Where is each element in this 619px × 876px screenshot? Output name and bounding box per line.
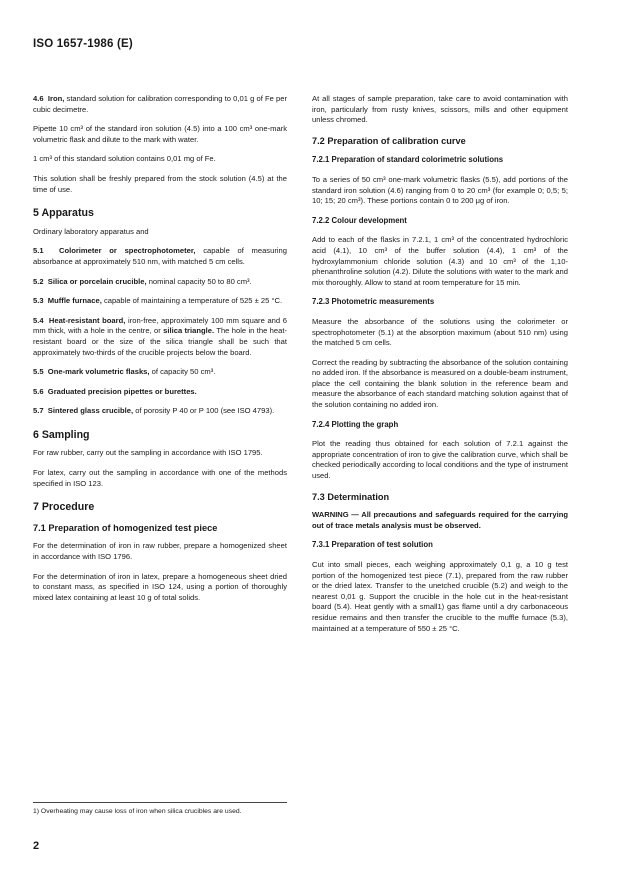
clause-5-1: 5.1 Colorimeter or spectrophotometer, capable of measuring absorbance at approximately 510 nm, with matched 5 cm cells. (33, 246, 287, 266)
clause-5-6: 5.6 Graduated precision pipettes or burettes. (33, 386, 197, 396)
paragraph: For the determination of iron in latex, prepare a homogeneous sheet dried to constant mass, as specified in ISO 124, using a portion of thoroughly mixed latex containing at least 10 g of total solids. (33, 571, 287, 602)
clause-5-2: 5.2 Silica or porcelain crucible, nominal capacity 50 to 80 cm³. (33, 276, 252, 286)
subsection-heading-7-2: 7.2 Preparation of calibration curve (312, 135, 466, 146)
clause-5-3: 5.3 Muffle furnace, capable of maintaining a temperature of 525 ± 25 °C. (33, 296, 283, 306)
section-heading-7: 7 Procedure (33, 501, 95, 514)
warning-note: WARNING — All precautions and safeguards required for the carrying out of trace metals analysis must be observed. (312, 510, 568, 530)
subsection-heading-7-1: 7.1 Preparation of homogenized test piece (33, 522, 218, 533)
paragraph: Add to each of the flasks in 7.2.1, 1 cm³ of the concentrated hydrochloric acid (4.1), 10 cm³ of the buffer solution (4.4), 1 cm³ of the hydroxylammonium chloride solution (4.3) and 10 cm³ of the 1,10-phenanthroline solution (4.2). Dilute the solutions with water to the mark and mix thoroughly. Allow to stand at room temperature for 15 min. (312, 235, 568, 287)
paragraph: Measure the absorbance of the solutions using the colorimeter or spectrophotometer (5.1) at the absorption maximum (about 510 nm) using the matched 5 cm cells. (312, 316, 568, 348)
clause-5-5: 5.5 One-mark volumetric flasks, of capacity 50 cm³. (33, 367, 216, 377)
clause-5-4: 5.4 Heat-resistant board, iron-free, approximately 100 mm square and 6 mm thick, with a hole in the centre, or silica triangle. The hole in the heat-resistant board or the size of the silica triangle shall be such that approximately two-thirds of the crucible projects below the board. (33, 315, 287, 357)
paragraph: Cut into small pieces, each weighing approximately 0,1 g, a 10 g test portion of the homogenized test piece (7.1), prepared from the raw rubber or the dried latex. Transfer to the unetched crucible (5.2) and weigh to the nearest 0,01 g. Support the crucible in the hole cut in the heat-resistant board (5.4). Heat gently with a small1) gas flame until a dry carbonaceous residue remains and then transfer the crucible to the muffle furnace (5.3), maintained at a temperature of 550 ± 25 °C. (312, 560, 568, 633)
paragraph: This solution shall be freshly prepared from the stock solution (4.5) at the time of use. (33, 173, 287, 194)
paragraph: For raw rubber, carry out the sampling in accordance with ISO 1795. (33, 448, 263, 458)
subsection-heading-7-3: 7.3 Determination (312, 491, 390, 502)
subsubsection-heading-7-2-4: 7.2.4 Plotting the graph (312, 419, 399, 429)
subsubsection-heading-7-3-1: 7.3.1 Preparation of test solution (312, 540, 433, 550)
clause-4-6: 4.6 Iron, standard solution for calibration corresponding to 0,01 g of Fe per cubic decimetre. (33, 94, 287, 114)
paragraph: Pipette 10 cm³ of the standard iron solution (4.5) into a 100 cm³ one-mark volumetric flask and dilute to the mark with water. (33, 124, 287, 144)
paragraph: To a series of 50 cm³ one-mark volumetric flasks (5.5), add portions of the standard iron solution (4.6) ranging from 0 to 20 cm³ (for example 0; 0,5; 5; 10; 15; 20 cm³). These portions contain 0 to 200 μg of iron. (312, 174, 568, 206)
paragraph: For latex, carry out the sampling in accordance with one of the methods specified in ISO 123. (33, 468, 287, 488)
paragraph: For the determination of iron in raw rubber, prepare a homogenized sheet in accordance with ISO 1796. (33, 541, 287, 562)
left-column (33, 94, 287, 612)
footnote: 1) Overheating may cause loss of iron when silica crucibles are used. (33, 808, 242, 815)
paragraph: At all stages of sample preparation, take care to avoid contamination with iron, particularly from rusty knives, scissors, mills and other equipment unless chromed. (312, 94, 568, 125)
paragraph: Correct the reading by subtracting the absorbance of the solution containing no added iron. If the absorbance is measured on a double-beam instrument, place the cell containing the blank solution in the reference beam and measure the absorbance of each standard matching solution against that of the solution containing no added iron. (312, 357, 568, 410)
page-number: 2 (33, 840, 40, 852)
document-id: ISO 1657-1986 (E) (33, 38, 133, 50)
paragraph: 1 cm³ of this standard solution contains 0,01 mg of Fe. (33, 154, 216, 164)
section-heading-6: 6 Sampling (33, 428, 90, 441)
subsubsection-heading-7-2-3: 7.2.3 Photometric measurements (312, 297, 435, 307)
section-heading-5: 5 Apparatus (33, 207, 94, 220)
subsubsection-heading-7-2-1: 7.2.1 Preparation of standard colorimetric solutions (312, 155, 504, 165)
footnote-divider (33, 802, 287, 803)
subsubsection-heading-7-2-2: 7.2.2 Colour development (312, 215, 407, 225)
paragraph: Plot the reading thus obtained for each solution of 7.2.1 against the appropriate concentration of iron to give the calibration curve, which shall be checked periodically according to local conditions and the type of instrument used. (312, 439, 568, 481)
clause-5-7: 5.7 Sintered glass crucible, of porosity P 40 or P 100 (see ISO 4793). (33, 406, 275, 416)
right-column (312, 94, 568, 643)
paragraph: Ordinary laboratory apparatus and (33, 226, 149, 236)
